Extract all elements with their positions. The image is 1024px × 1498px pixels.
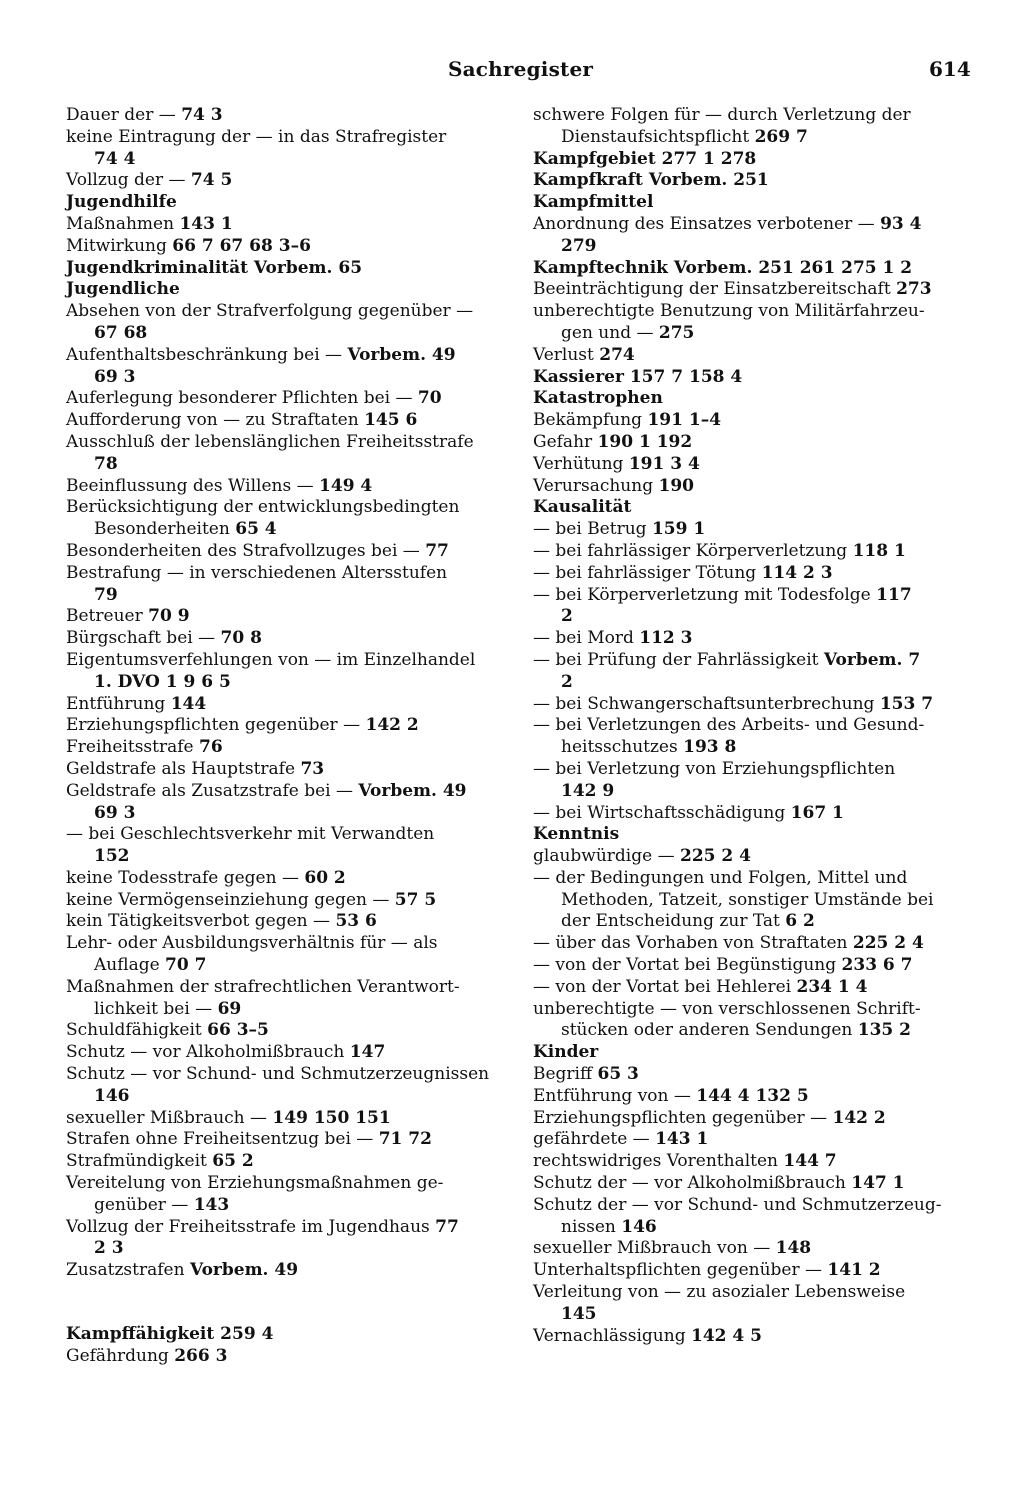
entry-text: Ausschluß der lebenslänglichen Freiheitsstrafe — [66, 431, 474, 452]
index-entry — [66, 149, 503, 171]
index-entry — [66, 650, 503, 672]
entry-text: Begriff — [533, 1064, 598, 1085]
index-entry — [66, 214, 503, 236]
index-entry — [533, 1282, 967, 1304]
entry-text: Auflage — [94, 955, 166, 976]
index-entry — [533, 1129, 967, 1151]
index-entry — [533, 1108, 967, 1130]
index-entry — [533, 541, 967, 563]
index-entry — [533, 606, 967, 628]
entry-text: Mitwirkung — [66, 235, 173, 256]
entry-reference: 70 9 — [148, 606, 190, 627]
entry-reference: 275 — [658, 322, 695, 343]
entry-text: Jugendliche — [66, 279, 180, 300]
entry-reference: 149 150 151 — [272, 1107, 391, 1128]
entry-reference: 274 — [599, 344, 635, 365]
entry-text: Bekämpfung — [533, 410, 648, 431]
entry-text: Absehen von der Strafverfolgung gegenüber — — [66, 301, 474, 322]
index-heading — [66, 192, 503, 214]
entry-text: Beeinflussung des Willens — — [66, 475, 320, 496]
entry-text: — von der Vortat bei Begünstigung — [533, 955, 842, 976]
index-entry — [533, 432, 967, 454]
entry-text: Katastrophen — [533, 388, 663, 409]
index-column-right — [533, 105, 967, 1347]
index-entry — [533, 933, 967, 955]
entry-text: stücken oder anderen Sendungen — [561, 1020, 858, 1041]
index-entry — [533, 890, 967, 912]
index-entry — [66, 388, 503, 410]
index-entry — [66, 1346, 503, 1368]
entry-reference: 66 3–5 — [207, 1020, 269, 1041]
entry-reference: 112 3 — [639, 628, 693, 649]
entry-text: Erziehungspflichten gegenüber — — [533, 1107, 833, 1128]
index-entry — [66, 999, 503, 1021]
entry-text: Aufforderung von — zu Straftaten — [66, 410, 365, 431]
entry-text: Verleitung von — zu asozialer Lebensweise — [533, 1282, 906, 1303]
index-entry — [533, 279, 967, 301]
entry-text: Dienstaufsichtspflicht — [561, 126, 755, 147]
index-entry — [66, 367, 503, 389]
entry-text: Geldstrafe als Zusatzstrafe bei — — [66, 780, 359, 801]
index-heading — [533, 170, 967, 192]
entry-reference: 149 4 — [319, 475, 373, 496]
entry-text: Strafmündigkeit — [66, 1151, 213, 1172]
entry-reference: 69 3 — [94, 802, 136, 823]
index-entry — [533, 715, 967, 737]
index-entry — [66, 672, 503, 694]
entry-text: — bei Körperverletzung mit Todesfolge — [533, 584, 877, 605]
entry-reference: 2 3 — [94, 1238, 124, 1259]
entry-reference: 70 8 — [220, 628, 262, 649]
index-entry — [533, 999, 967, 1021]
entry-text: — über das Vorhaben von Straftaten — [533, 933, 853, 954]
index-entry — [533, 1238, 967, 1260]
entry-reference: 69 3 — [94, 366, 136, 387]
entry-text: Kampftechnik Vorbem. 251 261 275 1 2 — [533, 257, 913, 278]
entry-text: Schutz — vor Schund- und Schmutzerzeugnissen — [66, 1064, 490, 1085]
index-entry — [66, 803, 503, 825]
entry-reference: 159 1 — [651, 519, 706, 540]
index-entry — [533, 759, 967, 781]
entry-text: Bestrafung — in verschiedenen Altersstufen — [66, 562, 448, 583]
entry-text: — bei Verletzung von Erziehungspflichten — [533, 758, 896, 779]
index-heading — [533, 258, 967, 280]
index-entry — [66, 541, 503, 563]
index-entry — [66, 105, 503, 127]
index-entry — [66, 1129, 503, 1151]
index-entry — [533, 781, 967, 803]
index-entry — [66, 606, 503, 628]
entry-reference: 79 — [94, 584, 118, 605]
entry-text: — bei Schwangerschaftsunterbrechung — [533, 693, 880, 714]
entry-text: — bei Wirtschaftsschädigung — [533, 802, 791, 823]
entry-reference: 70 — [417, 388, 442, 409]
entry-reference: 147 1 — [851, 1173, 905, 1194]
entry-text: schwere Folgen für — durch Verletzung der — [533, 105, 911, 125]
index-entry — [533, 628, 967, 650]
entry-text: der Entscheidung zur Tat — [561, 911, 786, 932]
entry-text: Beeinträchtigung der Einsatzbereitschaft — [533, 279, 897, 300]
index-entry — [66, 1217, 503, 1239]
entry-text: nissen — [561, 1216, 622, 1237]
entry-reference: 2 — [561, 671, 573, 692]
entry-reference: 74 3 — [181, 105, 223, 125]
entry-text: lichkeit bei — — [94, 998, 218, 1019]
entry-reference: 117 — [876, 584, 912, 605]
index-entry — [66, 824, 503, 846]
index-entry — [66, 955, 503, 977]
index-entry — [66, 301, 503, 323]
index-heading — [66, 258, 503, 280]
entry-reference: 53 6 — [335, 911, 377, 932]
entry-text: Kassierer 157 7 158 4 — [533, 366, 743, 387]
entry-text: Kampfmittel — [533, 192, 654, 213]
entry-reference: 279 — [561, 235, 597, 256]
entry-reference: 144 7 — [783, 1151, 837, 1172]
index-entry — [533, 846, 967, 868]
index-entry — [66, 1173, 503, 1195]
entry-text: Methoden, Tatzeit, sonstiger Umstände bei — [561, 889, 934, 910]
index-heading — [533, 497, 967, 519]
entry-text: sexueller Mißbrauch — — [66, 1107, 273, 1128]
entry-reference: 144 — [170, 693, 207, 714]
entry-text: Bürgschaft bei — — [66, 628, 221, 649]
entry-reference: 225 2 4 — [679, 846, 751, 867]
entry-text: gefährdete — — [533, 1129, 656, 1150]
entry-reference: Vorbem. 7 — [823, 649, 921, 670]
entry-reference: 143 1 — [179, 213, 233, 234]
entry-reference: 143 1 — [655, 1129, 709, 1150]
index-entry — [533, 1195, 967, 1217]
entry-text: — bei Verletzungen des Arbeits- und Gesund- — [533, 715, 925, 736]
entry-text: sexueller Mißbrauch von — — [533, 1238, 776, 1259]
entry-text: — bei Geschlechtsverkehr mit Verwandten — [66, 824, 435, 845]
index-entry — [533, 323, 967, 345]
entry-text: — bei fahrlässiger Körperverletzung — [533, 540, 853, 561]
entry-text: — bei fahrlässiger Tötung — [533, 562, 762, 583]
entry-reference: 70 7 — [165, 955, 207, 976]
entry-text: Entführung — [66, 693, 171, 714]
entry-text: Zusatzstrafen — [66, 1260, 190, 1281]
entry-text: Verhütung — [533, 453, 629, 474]
entry-reference: 1. DVO 1 9 6 5 — [94, 671, 231, 692]
entry-text: Schuldfähigkeit — [66, 1020, 208, 1041]
entry-text: Entführung von — — [533, 1085, 697, 1106]
index-entry — [66, 236, 503, 258]
index-entry — [66, 1042, 503, 1064]
index-entry — [533, 911, 967, 933]
index-heading — [533, 367, 967, 389]
index-entry — [533, 1086, 967, 1108]
entry-reference: 142 2 — [365, 715, 419, 736]
entry-reference: 76 — [199, 737, 223, 758]
entry-text: Verursachung — [533, 475, 659, 496]
entry-reference: 146 — [621, 1216, 657, 1237]
index-entry — [66, 1238, 503, 1260]
entry-text: unberechtigte — von verschlossenen Schrift- — [533, 998, 921, 1019]
index-entry — [533, 214, 967, 236]
index-column-left — [66, 105, 503, 1368]
entry-text: Kenntnis — [533, 824, 620, 845]
entry-reference: 145 6 — [364, 410, 418, 431]
index-entry — [533, 345, 967, 367]
entry-reference: 118 1 — [852, 540, 906, 561]
entry-reference: Vorbem. 49 — [189, 1260, 299, 1281]
index-entry — [66, 911, 503, 933]
index-entry — [533, 563, 967, 585]
entry-reference: 77 — [425, 540, 449, 561]
index-entry — [533, 650, 967, 672]
index-entry — [533, 1260, 967, 1282]
entry-text: — bei Betrug — [533, 519, 652, 540]
entry-reference: 69 — [217, 998, 242, 1019]
index-entry — [533, 1020, 967, 1042]
index-entry — [66, 868, 503, 890]
entry-text: unberechtigte Benutzung von Militärfahrzeu- — [533, 301, 925, 322]
page-number: 614 — [929, 57, 971, 81]
entry-reference: 65 2 — [212, 1151, 254, 1172]
index-entry — [533, 1217, 967, 1239]
index-entry — [533, 1173, 967, 1195]
index-entry — [66, 432, 503, 454]
index-entry — [66, 1020, 503, 1042]
entry-text: Geldstrafe als Hauptstrafe — [66, 758, 301, 779]
index-entry — [66, 497, 503, 519]
entry-text: Gefährdung — [66, 1345, 175, 1366]
entry-reference: Vorbem. 49 — [358, 780, 467, 801]
index-entry — [66, 977, 503, 999]
entry-reference: 78 — [94, 453, 118, 474]
index-entry — [533, 585, 967, 607]
entry-reference: 193 8 — [683, 737, 737, 758]
entry-reference: 143 — [193, 1194, 230, 1215]
entry-text: Besonderheiten des Strafvollzuges bei — — [66, 540, 426, 561]
entry-text: Freiheitsstrafe — [66, 737, 199, 758]
index-entry — [66, 715, 503, 737]
entry-text: Lehr- oder Ausbildungsverhältnis für — als — [66, 933, 438, 954]
entry-text: Verlust — [533, 344, 600, 365]
index-entry — [533, 868, 967, 890]
index-entry — [66, 345, 503, 367]
entry-text: Eigentumsverfehlungen von — im Einzelhandel — [66, 649, 476, 670]
index-entry — [533, 236, 967, 258]
index-entry — [66, 737, 503, 759]
entry-reference: 142 2 — [832, 1107, 886, 1128]
entry-reference: 190 1 192 — [597, 431, 693, 452]
entry-reference: 74 4 — [94, 148, 136, 169]
entry-reference: 65 4 — [235, 519, 277, 540]
entry-text: Vereitelung von Erziehungsmaßnahmen ge- — [66, 1173, 444, 1194]
index-entry — [533, 301, 967, 323]
entry-text: Kampfkraft Vorbem. 251 — [533, 170, 769, 191]
index-heading — [533, 149, 967, 171]
entry-text: heitsschutzes — [561, 737, 684, 758]
entry-reference: 66 7 67 68 3–6 — [172, 235, 311, 256]
entry-text: Besonderheiten — [94, 519, 236, 540]
index-entry — [533, 454, 967, 476]
index-entry — [66, 933, 503, 955]
entry-reference: Vorbem. 49 — [347, 344, 456, 365]
entry-text: — der Bedingungen und Folgen, Mittel und — [533, 867, 908, 888]
entry-reference: 142 4 5 — [690, 1325, 762, 1346]
entry-text: Kampffähigkeit 259 4 — [66, 1324, 274, 1345]
entry-reference: 6 2 — [785, 911, 815, 932]
index-entry — [533, 476, 967, 498]
entry-text: Erziehungspflichten gegenüber — — [66, 715, 366, 736]
entry-reference: 191 1–4 — [647, 410, 722, 431]
entry-text: Vollzug der — — [66, 170, 191, 191]
entry-text: Jugendhilfe — [66, 192, 177, 213]
entry-reference: 269 7 — [754, 126, 808, 147]
entry-reference: 273 — [896, 279, 932, 300]
entry-reference: 60 2 — [304, 867, 346, 888]
index-entry — [66, 476, 503, 498]
index-entry — [66, 519, 503, 541]
index-entry — [533, 955, 967, 977]
index-entry — [533, 1326, 967, 1348]
entry-reference: 234 1 4 — [796, 976, 868, 997]
entry-reference: 167 1 — [790, 802, 844, 823]
entry-text: Vollzug der Freiheitsstrafe im Jugendhaus — [66, 1216, 436, 1237]
index-entry — [533, 105, 967, 127]
index-heading — [66, 1324, 503, 1346]
entry-reference: 148 — [775, 1238, 812, 1259]
entry-text: glaubwürdige — — [533, 846, 680, 867]
entry-text: Anordnung des Einsatzes verbotener — — [533, 213, 881, 234]
index-entry — [533, 519, 967, 541]
index-entry — [533, 977, 967, 999]
index-heading — [533, 388, 967, 410]
index-entry — [66, 323, 503, 345]
entry-text: Kausalität — [533, 497, 632, 518]
running-header-title: Sachregister — [448, 57, 594, 81]
entry-reference: 74 5 — [190, 170, 233, 191]
index-entry — [66, 846, 503, 868]
index-entry — [66, 410, 503, 432]
index-entry — [533, 127, 967, 149]
entry-text: Dauer der — — [66, 105, 182, 125]
entry-text: keine Todesstrafe gegen — — [66, 867, 305, 888]
entry-text: rechtswidriges Vorenthalten — [533, 1151, 784, 1172]
entry-text: — bei Prüfung der Fahrlässigkeit — [533, 649, 824, 670]
entry-reference: 191 3 4 — [628, 453, 700, 474]
entry-text: keine Vermögenseinziehung gegen — — [66, 889, 395, 910]
entry-text: keine Eintragung der — in das Strafregister — [66, 126, 447, 147]
index-entry — [66, 759, 503, 781]
index-entry — [533, 410, 967, 432]
entry-reference: 93 4 — [880, 213, 922, 234]
index-entry — [66, 127, 503, 149]
entry-text: Maßnahmen — [66, 213, 180, 234]
index-entry — [66, 454, 503, 476]
index-entry — [66, 1195, 503, 1217]
entry-reference: 141 2 — [827, 1260, 881, 1281]
index-entry — [66, 628, 503, 650]
index-entry — [533, 1304, 967, 1326]
entry-text: kein Tätigkeitsverbot gegen — — [66, 911, 336, 932]
entry-reference: 146 — [94, 1085, 130, 1106]
entry-reference: 65 3 — [597, 1064, 639, 1085]
index-entry — [533, 1064, 967, 1086]
entry-text: Schutz der — vor Alkoholmißbrauch — [533, 1173, 852, 1194]
index-heading — [533, 192, 967, 214]
entry-text: Kinder — [533, 1042, 599, 1063]
entry-text: gen und — — [561, 322, 659, 343]
index-entry — [66, 563, 503, 585]
entry-reference: 77 — [435, 1216, 459, 1237]
entry-reference: 114 2 3 — [761, 562, 833, 583]
entry-reference: 145 — [561, 1303, 597, 1324]
index-entry — [533, 803, 967, 825]
entry-text: Berücksichtigung der entwicklungsbedingten — [66, 497, 460, 518]
entry-text: Strafen ohne Freiheitsentzug bei — — [66, 1129, 379, 1150]
entry-reference: 147 — [349, 1042, 386, 1063]
entry-text: — bei Mord — [533, 628, 640, 649]
entry-reference: 67 68 — [94, 322, 148, 343]
entry-reference: 233 6 7 — [841, 955, 913, 976]
entry-text: Aufenthaltsbeschränkung bei — — [66, 344, 348, 365]
index-entry — [66, 1064, 503, 1086]
index-entry — [533, 737, 967, 759]
entry-text: genüber — — [94, 1194, 194, 1215]
entry-text: Betreuer — [66, 606, 149, 627]
entry-text: — von der Vortat bei Hehlerei — [533, 976, 797, 997]
index-entry — [533, 672, 967, 694]
index-heading — [533, 1042, 967, 1064]
index-heading — [66, 279, 503, 301]
index-heading — [533, 824, 967, 846]
index-entry — [66, 1086, 503, 1108]
index-entry — [66, 1260, 503, 1282]
entry-reference: 152 — [94, 846, 130, 867]
index-entry — [66, 1108, 503, 1130]
entry-reference: 71 72 — [378, 1129, 432, 1150]
index-entry — [533, 694, 967, 716]
index-entry — [66, 1151, 503, 1173]
index-entry — [66, 694, 503, 716]
entry-reference: 144 4 132 5 — [696, 1085, 809, 1106]
entry-text: Vernachlässigung — [533, 1325, 691, 1346]
entry-text: Schutz — vor Alkoholmißbrauch — [66, 1042, 350, 1063]
entry-text: Jugendkriminalität Vorbem. 65 — [66, 257, 363, 278]
entry-text: Unterhaltspflichten gegenüber — — [533, 1260, 828, 1281]
index-entry — [66, 890, 503, 912]
index-entry — [533, 1151, 967, 1173]
index-entry — [66, 585, 503, 607]
entry-text: Auferlegung besonderer Pflichten bei — — [66, 388, 418, 409]
entry-reference: 73 — [300, 758, 325, 779]
entry-reference: 225 2 4 — [852, 933, 924, 954]
entry-text: Maßnahmen der strafrechtlichen Verantwort- — [66, 976, 460, 997]
entry-reference: 2 — [561, 606, 573, 627]
entry-text: Gefahr — [533, 431, 598, 452]
entry-text: Schutz der — vor Schund- und Schmutzerzeug- — [533, 1194, 942, 1215]
entry-reference: 135 2 — [857, 1020, 911, 1041]
entry-text: Kampfgebiet 277 1 278 — [533, 148, 757, 169]
entry-reference: 153 7 — [879, 693, 934, 714]
entry-reference: 190 — [658, 475, 694, 496]
entry-reference: 57 5 — [394, 889, 437, 910]
entry-reference: 142 9 — [561, 780, 615, 801]
index-entry — [66, 170, 503, 192]
entry-reference: 266 3 — [174, 1345, 228, 1366]
index-entry — [66, 781, 503, 803]
